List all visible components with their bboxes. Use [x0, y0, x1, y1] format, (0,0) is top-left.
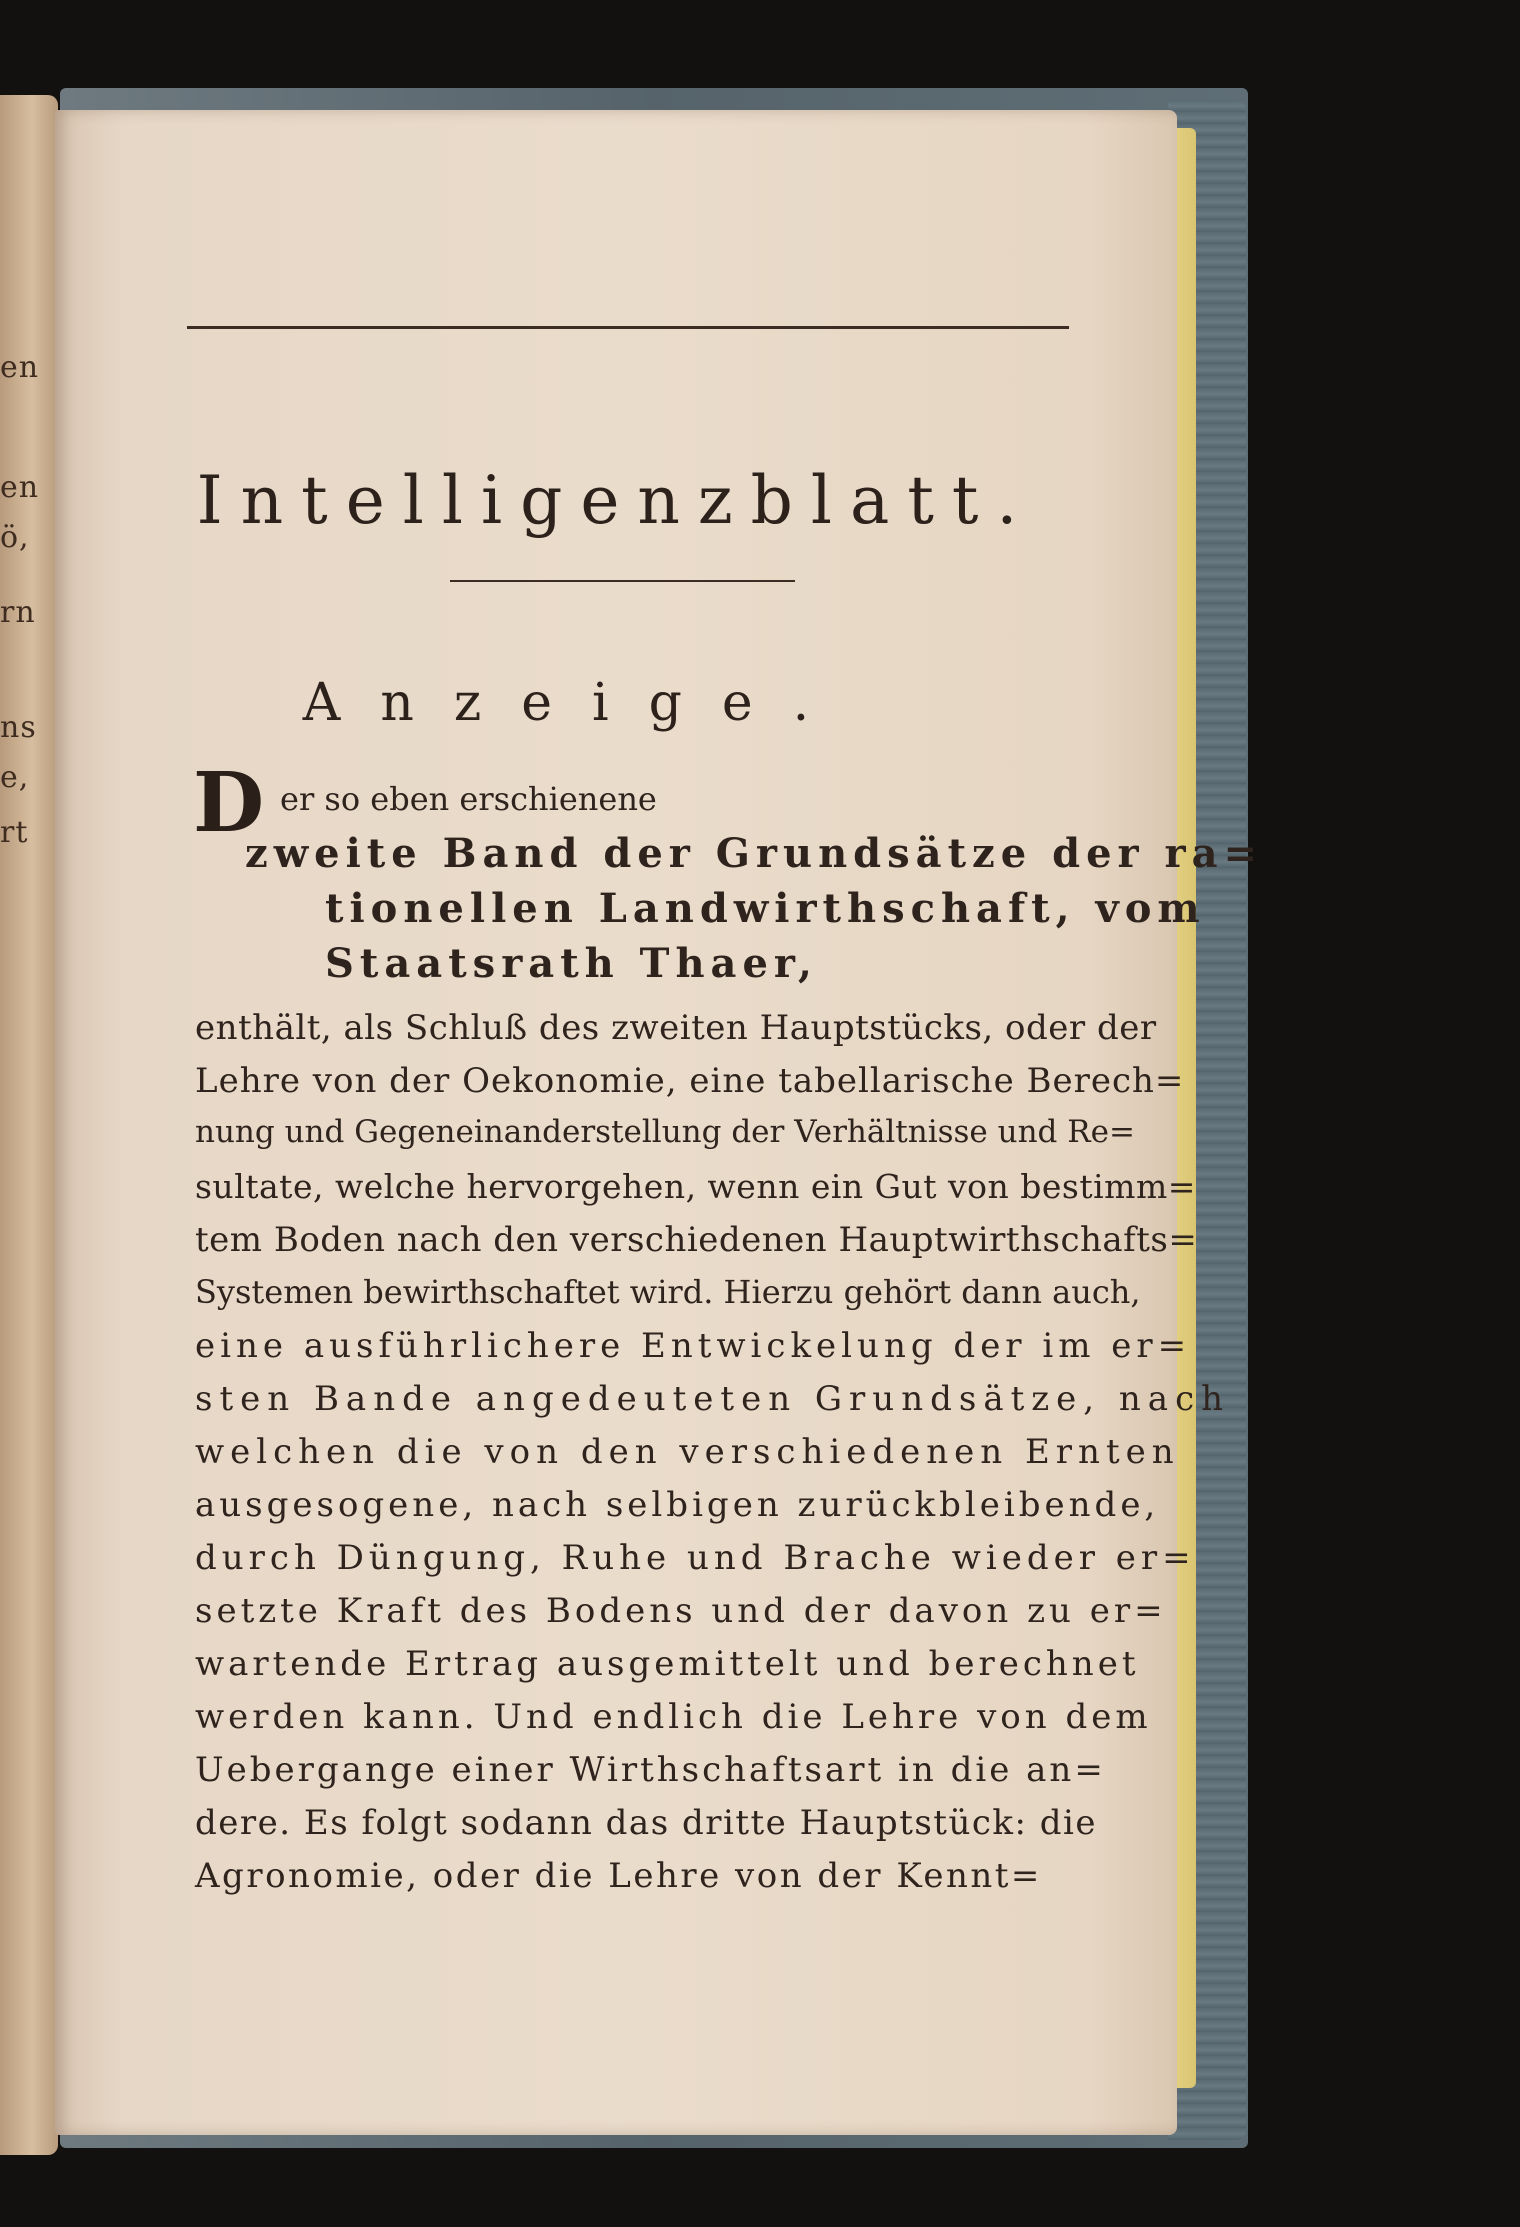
- book-title-line: tionellen Landwirthschaft, vom: [325, 885, 1206, 932]
- body-line: welchen die von den verschiedenen Ernten: [195, 1432, 1180, 1472]
- body-line: tem Boden nach den verschiedenen Hauptwirthschafts=: [195, 1220, 1198, 1260]
- previous-page-fragment: ns: [0, 710, 37, 745]
- body-line: wartende Ertrag ausgemittelt und berechnet: [195, 1644, 1140, 1684]
- body-line: werden kann. Und endlich die Lehre von dem: [195, 1697, 1152, 1737]
- first-line: er so eben erschienene: [280, 780, 657, 818]
- body-line: sten Bande angedeuteten Grundsätze, nach: [195, 1379, 1231, 1419]
- body-line: sultate, welche hervorgehen, wenn ein Gut von bestimm=: [195, 1167, 1196, 1206]
- body-line: durch Düngung, Ruhe und Brache wieder er=: [195, 1538, 1196, 1578]
- top-rule: [187, 326, 1069, 329]
- section-heading: Anzeige.: [302, 673, 850, 733]
- body-line: setzte Kraft des Bodens und der davon zu er=: [195, 1591, 1167, 1631]
- body-line: Lehre von der Oekonomie, eine tabellarische Berech=: [195, 1061, 1185, 1101]
- title-rule: [450, 580, 795, 582]
- body-line: ausgesogene, nach selbigen zurückbleibende,: [195, 1485, 1160, 1525]
- previous-page-fragment: rt: [0, 815, 29, 850]
- body-line: nung und Gegeneinanderstellung der Verhältnisse und Re=: [195, 1114, 1135, 1150]
- book-page: [55, 110, 1264, 2135]
- book-title-line: zweite Band der Grundsätze der ra=: [245, 830, 1264, 877]
- previous-page-fragment: en: [0, 470, 40, 505]
- previous-page-fragment: e,: [0, 760, 30, 795]
- body-line: Systemen bewirthschaftet wird. Hierzu gehört dann auch,: [195, 1273, 1141, 1311]
- page-title: Intelligenzblatt.: [196, 462, 1036, 539]
- previous-page-edge: [0, 95, 58, 2155]
- body-line: eine ausführlichere Entwickelung der im er=: [195, 1326, 1192, 1366]
- previous-page-fragment: en: [0, 350, 40, 385]
- book-title-line: Staatsrath Thaer,: [325, 940, 818, 987]
- body-line: enthält, als Schluß des zweiten Hauptstücks, oder der: [195, 1008, 1157, 1048]
- body-line: dere. Es folgt sodann das dritte Hauptstück: die: [195, 1803, 1098, 1843]
- previous-page-fragment: ö,: [0, 520, 30, 555]
- body-line: Agronomie, oder die Lehre von der Kennt=: [195, 1856, 1042, 1896]
- drop-cap: D: [193, 755, 265, 851]
- body-line: Uebergange einer Wirthschaftsart in die an=: [195, 1750, 1106, 1790]
- previous-page-fragment: rn: [0, 595, 36, 630]
